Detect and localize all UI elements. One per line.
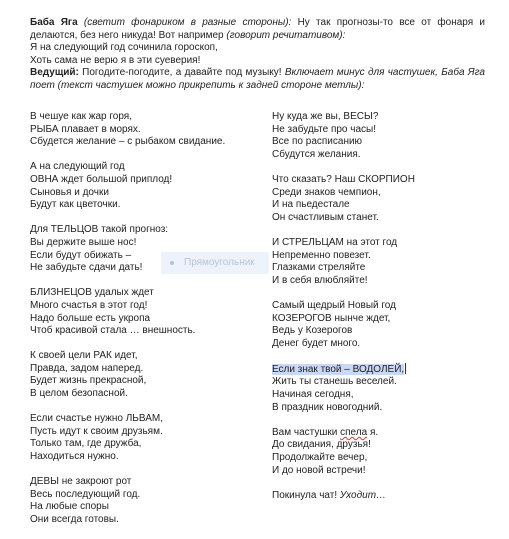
lyric-line: На любые споры — [30, 501, 109, 513]
shape-tooltip[interactable] — [161, 252, 269, 274]
lyric-line: ОВНА ждет большой приплод! — [30, 173, 173, 185]
intro-paragraph-1 — [30, 17, 485, 42]
dialogue-text: Ну так прогнозы-то все от фонаря и делаются, без него никуда! Вот например — [30, 17, 485, 41]
lyric-line: Если счастье нужно ЛЬВАМ, — [30, 413, 163, 425]
lyric-line: Будут как цветочки. — [30, 199, 121, 211]
intro-paragraph-4 — [30, 67, 485, 92]
lyric-line: В целом безопасной. — [30, 388, 128, 400]
lyrics-column-left — [30, 111, 250, 539]
lyric-line: Все по расписанию — [272, 136, 363, 148]
closing-text: Покинула чат! — [272, 489, 340, 501]
lyric-line: Он счастливым станет. — [272, 211, 379, 223]
lyric-line: Они всегда готовы. — [30, 514, 119, 525]
lyric-line: Сыновья и дочки — [30, 186, 109, 198]
stage-direction: Уходит… — [339, 489, 387, 501]
lyric-line: БЛИЗНЕЦОВ удалых ждет — [30, 287, 154, 299]
selected-lyric-line: Если знак твой – ВОДОЛЕЙ, — [272, 363, 405, 375]
closing-line — [272, 490, 502, 503]
lyric-line: До свидания, друзья! — [272, 439, 371, 451]
lyric-line: Денег будет много. — [272, 337, 361, 349]
lyric-line: Правда, задом наперед. — [30, 362, 144, 374]
stage-direction: Включает минус для частушек, Баба Яга поет (текст частушек можно прикрепить к задней стороне метлы): — [30, 67, 485, 91]
text-cursor — [405, 363, 406, 374]
lyric-line: К своей цели РАК идет, — [30, 350, 138, 362]
lyric-line: И до новой встречи! — [272, 464, 366, 476]
lyric-line: В чешуе как жар горя, — [30, 111, 133, 122]
stanza — [30, 287, 250, 337]
lyric-line: Весь последующий год. — [30, 488, 141, 500]
lyric-line: Непременно повезет. — [272, 249, 371, 261]
lyric-line: Ну куда же вы, ВЕСЫ? — [272, 111, 379, 122]
speaker-host: Ведущий: — [30, 67, 79, 79]
lyric-line: В праздник новогодний. — [272, 401, 383, 413]
stanza — [272, 363, 502, 414]
lyric-line: Вы держите выше нос! — [30, 236, 137, 248]
lyric-line: Сбудутся желания. — [272, 148, 361, 160]
lyric-line: ДЕВЫ не закроют рот — [30, 476, 132, 488]
lyric-line: Много счастья в этот год! — [30, 299, 148, 311]
shape-tooltip-label: Прямоугольник — [184, 256, 255, 268]
lyric-line: И СТРЕЛЬЦАМ на этот год — [272, 236, 398, 248]
lyric-line: Жить ты станешь веселей. — [272, 376, 397, 388]
stanza — [272, 300, 502, 350]
speaker-baba-yaga: Баба Яга — [30, 17, 78, 28]
stanza — [30, 111, 250, 149]
lyric-line: Среди знаков чемпион, — [272, 186, 381, 198]
stanza — [30, 476, 250, 526]
lyric-line: Если будут обижать – — [30, 249, 132, 261]
stanza — [272, 174, 502, 224]
lyric-line: Продолжайте вечер, — [272, 452, 368, 464]
stanza — [30, 413, 250, 463]
lyric-line: РЫБА плавает в морях. — [30, 123, 141, 135]
lyric-line: Сбудется желание – с рыбаком свидание. — [30, 136, 226, 148]
lyric-line: Только там, где дружба, — [30, 438, 142, 450]
lyric-line: Находиться нужно. — [30, 451, 119, 463]
spellcheck-word[interactable]: спела — [340, 426, 368, 438]
stage-direction: (говорит речитативом): — [226, 29, 346, 41]
stanza — [30, 350, 250, 400]
stage-direction: (светит фонариком в разные стороны): — [83, 17, 292, 28]
lyric-line: Чтоб красивой стала … внешность. — [30, 325, 196, 337]
lyric-line: Начиная сегодня, — [272, 389, 354, 401]
stanza — [30, 161, 250, 211]
lyric-line: Пусть идут к своим друзьям. — [30, 425, 163, 437]
stanza — [272, 111, 502, 161]
lyric-line: И в себя влюбляйте! — [272, 274, 368, 286]
lyrics-column-right — [272, 111, 502, 515]
lyric-line: А на следующий год — [30, 161, 125, 173]
lyric-line: Глазками стреляйте — [272, 262, 366, 274]
lyric-line: Самый щедрый Новый год — [272, 299, 396, 311]
shape-anchor-icon — [170, 261, 174, 265]
lyric-line: Вам частушки спела я. — [272, 426, 379, 438]
lyric-line: Надо больше есть укропа — [30, 312, 151, 324]
stanza — [272, 237, 502, 287]
dialogue-text: Погодите-погодите, а давайте под музыку! — [78, 67, 285, 79]
lyric-line: Что сказать? Наш СКОРПИОН — [272, 173, 415, 185]
lyric-line: И на пьедестале — [272, 199, 350, 211]
lyric-line: Не забудьте сдачи дать! — [30, 262, 143, 274]
lyric-line: Для ТЕЛЬЦОВ такой прогноз: — [30, 224, 169, 236]
intro-paragraph-2: Я на следующий год сочинила гороскоп, — [30, 42, 218, 54]
intro-paragraph-3: Хоть сама не верю я в эти суеверия! — [30, 54, 201, 66]
lyric-line: КОЗЕРОГОВ нынче ждет, — [272, 312, 391, 324]
lyric-line: Не забудьте про часы! — [272, 123, 377, 135]
lyric-line: Ведь у Козерогов — [272, 325, 353, 337]
intro-block — [30, 17, 485, 93]
stanza — [272, 427, 502, 477]
lyric-line: Будет жизнь прекрасной, — [30, 375, 147, 387]
